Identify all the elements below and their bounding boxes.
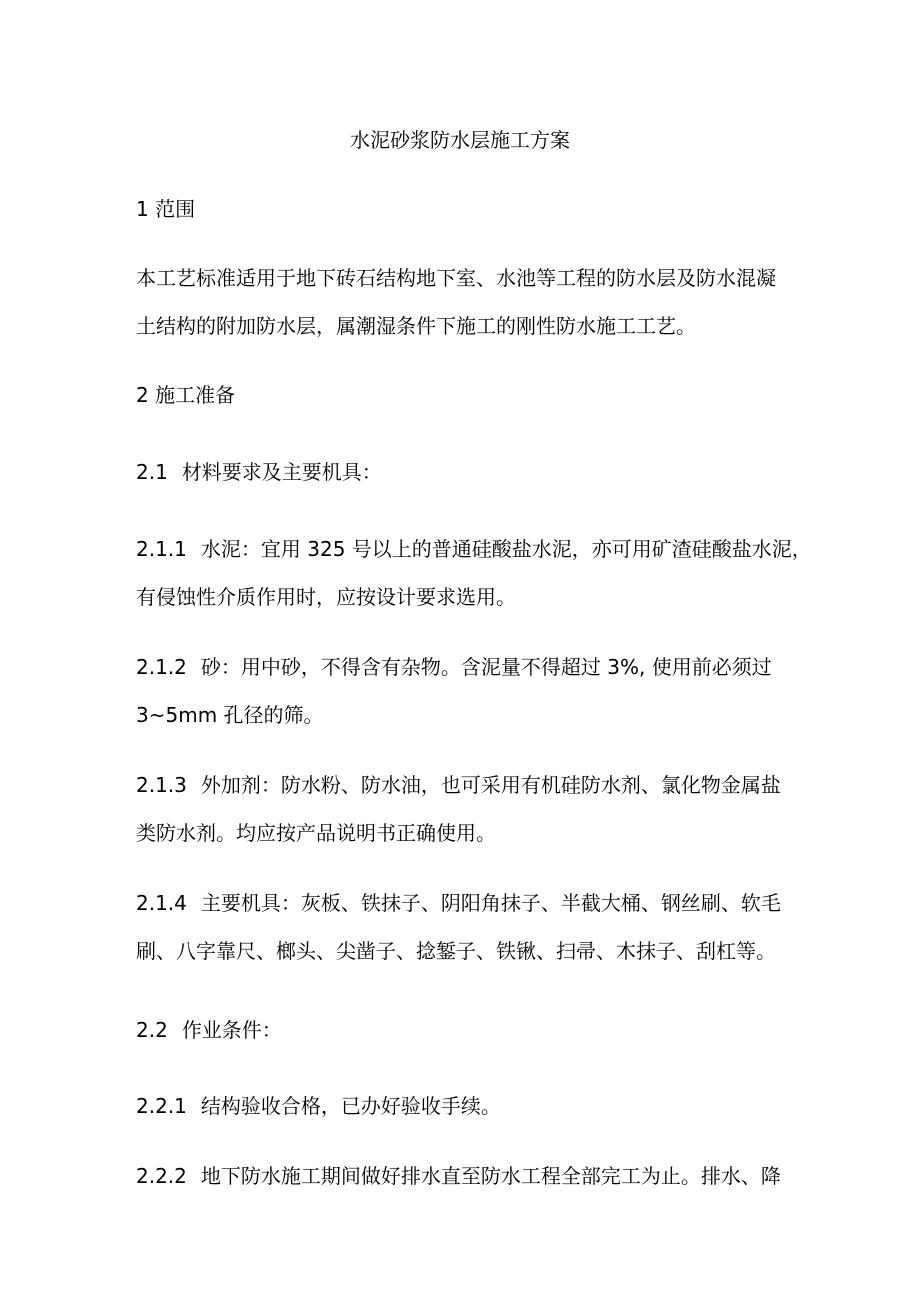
clause-text: 材料要求及主要机具： xyxy=(181,460,382,484)
clause-text: 地下防水施工期间做好排水直至防水工程全部完工为止。排水、降 xyxy=(200,1164,781,1188)
clause-text: 水泥：宜用 325 号以上的普通硅酸盐水泥，亦可用矿渣硅酸盐水泥， xyxy=(200,537,812,561)
clause-2-1-2-line-2: 3~5mm 孔径的筛。 xyxy=(136,703,324,727)
clause-text: 主要机具：灰板、铁抹子、阴阳角抹子、半截大桶、钢丝刷、软毛 xyxy=(200,891,781,915)
document-title: 水泥砂浆防水层施工方案 xyxy=(350,128,570,152)
clause-number: 2.1.2 xyxy=(136,655,187,679)
clause-number: 2.1.4 xyxy=(136,891,187,915)
clause-2-1-4-line-1 xyxy=(136,891,781,915)
clause-text: 砂：用中砂，不得含有杂物。含泥量不得超过 3%, 使用前必须过 xyxy=(200,655,772,679)
clause-text: 作业条件： xyxy=(181,1018,282,1042)
clause-2-1-4-line-2: 刷、八字靠尺、榔头、尖凿子、捻錾子、铁锹、扫帚、木抹子、刮杠等。 xyxy=(136,939,776,963)
clause-2-1-3-line-1 xyxy=(136,773,781,797)
clause-2-1-2-line-1 xyxy=(136,655,772,679)
clause-number: 2.2.1 xyxy=(136,1094,187,1118)
clause-number: 2.2.2 xyxy=(136,1164,187,1188)
clause-2-1-1-line-1 xyxy=(136,537,812,561)
clause-text: 结构验收合格，已办好验收手续。 xyxy=(200,1094,501,1118)
clause-number: 2.1 xyxy=(136,460,168,484)
clause-2-2-2 xyxy=(136,1164,781,1188)
paragraph-scope-line-2: 土结构的附加防水层，属潮湿条件下施工的刚性防水施工工艺。 xyxy=(136,314,696,338)
section-heading-1: 1 范围 xyxy=(136,197,196,221)
clause-2-1-3-line-2: 类防水剂。均应按产品说明书正确使用。 xyxy=(136,821,496,845)
paragraph-scope-line-1: 本工艺标准适用于地下砖石结构地下室、水池等工程的防水层及防水混凝 xyxy=(136,266,776,290)
clause-number: 2.1.3 xyxy=(136,773,187,797)
clause-2-1 xyxy=(136,460,382,484)
clause-2-2 xyxy=(136,1018,282,1042)
clause-number: 2.1.1 xyxy=(136,537,187,561)
clause-2-1-1-line-2: 有侵蚀性介质作用时，应按设计要求选用。 xyxy=(136,585,516,609)
clause-2-2-1 xyxy=(136,1094,501,1118)
section-heading-2: 2 施工准备 xyxy=(136,383,236,407)
clause-text: 外加剂：防水粉、防水油，也可采用有机硅防水剂、氯化物金属盐 xyxy=(200,773,781,797)
clause-number: 2.2 xyxy=(136,1018,168,1042)
